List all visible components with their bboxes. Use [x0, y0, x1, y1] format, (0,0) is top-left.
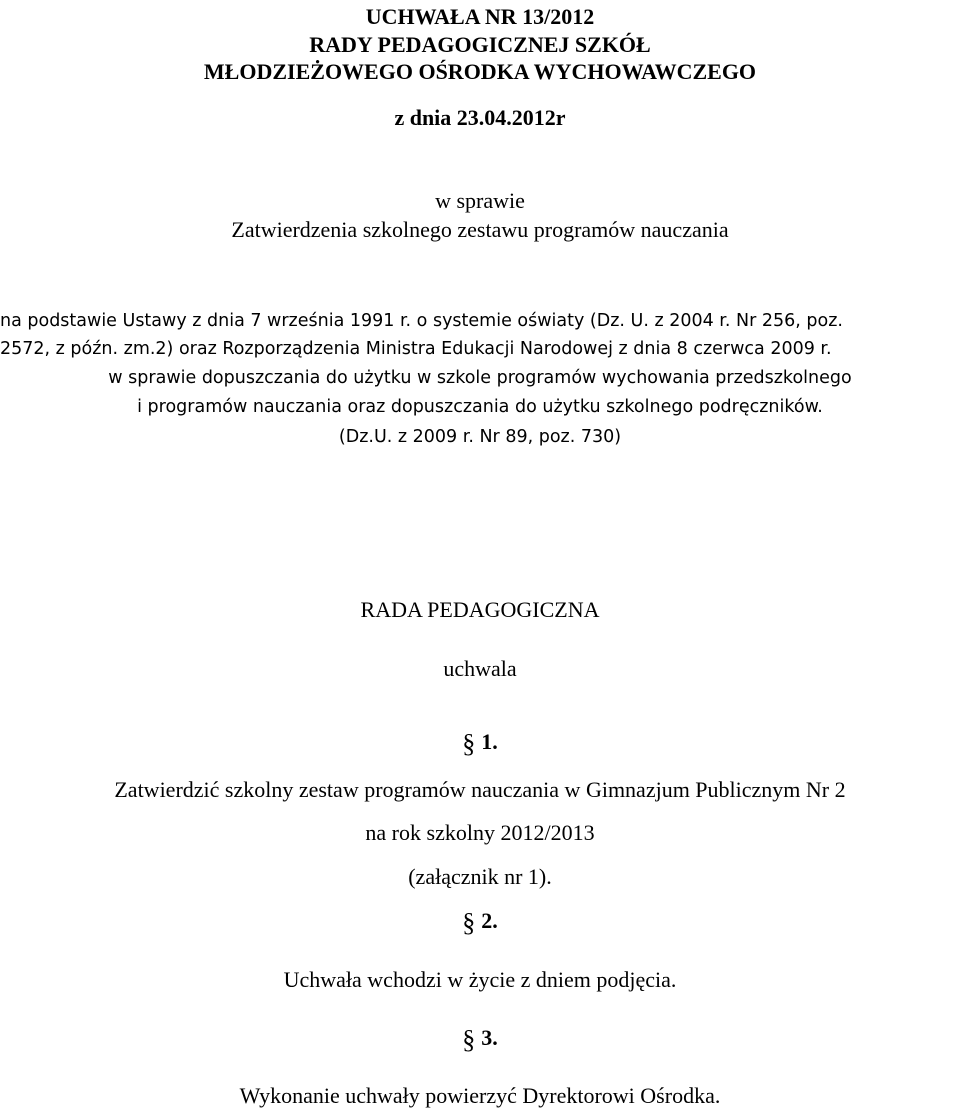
- section-3-text: Wykonanie uchwały powierzyć Dyrektorowi Ośrodka.: [239, 1083, 721, 1108]
- resolves-word: uchwala: [443, 656, 517, 681]
- section-3-number: 3.: [481, 1025, 498, 1050]
- council-name: RADY PEDAGOGICZNEJ SZKÓŁ: [309, 32, 651, 57]
- section-1-text-2: na rok szkolny 2012/2013: [365, 820, 595, 845]
- legal-basis-line-2: 2572, z późn. zm.2) oraz Rozporządzenia Ministra Edukacji Narodowej z dnia 8 czerwca 2009 r.: [0, 339, 832, 359]
- legal-basis-line-5: (Dz.U. z 2009 r. Nr 89, poz. 730): [338, 427, 622, 447]
- section-3-heading: [0, 1023, 960, 1055]
- resolution-date: z dnia 23.04.2012r: [394, 105, 566, 130]
- institution-name: MŁODZIEŻOWEGO OŚRODKA WYCHOWAWCZEGO: [203, 59, 757, 84]
- legal-basis-line-3: w sprawie dopuszczania do użytku w szkole programów wychowania przedszkolnego: [108, 368, 852, 388]
- legal-basis-line-1: na podstawie Ustawy z dnia 7 września 1991 r. o systemie oświaty (Dz. U. z 2004 r. Nr 256, poz.: [0, 311, 843, 331]
- section-1-text-1: Zatwierdzić szkolny zestaw programów nauczania w Gimnazjum Publicznym Nr 2: [114, 777, 846, 802]
- subject-title: Zatwierdzenia szkolnego zestawu programów nauczania: [231, 217, 729, 242]
- section-1-number: 1.: [481, 729, 498, 754]
- section-1-heading: [0, 727, 960, 759]
- section-1-symbol: §: [462, 729, 476, 758]
- section-2-text: Uchwała wchodzi w życie z dniem podjęcia.: [283, 967, 677, 992]
- section-3-symbol: §: [462, 1025, 476, 1054]
- section-2-heading: [0, 906, 960, 938]
- resolution-title: UCHWAŁA NR 13/2012: [365, 4, 595, 29]
- section-2-number: 2.: [481, 908, 498, 933]
- council-heading: RADA PEDAGOGICZNA: [360, 597, 600, 622]
- section-1-text-3: (załącznik nr 1).: [408, 864, 552, 889]
- legal-basis-line-4: i programów nauczania oraz dopuszczania do użytku szkolnego podręczników.: [137, 397, 823, 417]
- subject-intro: w sprawie: [435, 188, 525, 213]
- section-2-symbol: §: [462, 908, 476, 937]
